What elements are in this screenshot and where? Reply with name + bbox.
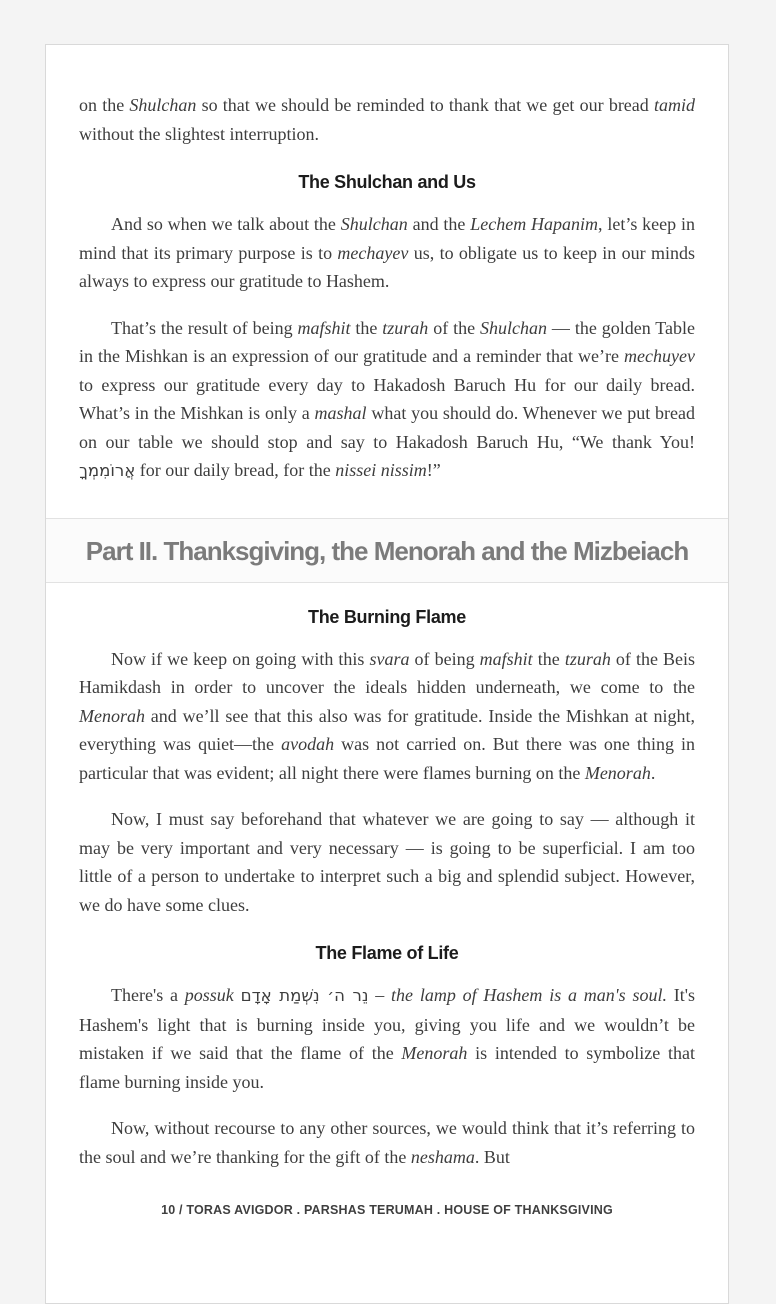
italic-term: mechuyev (624, 346, 695, 366)
italic-term: mafshit (479, 648, 533, 669)
italic-term: Shulchan (129, 95, 197, 115)
hebrew-phrase: אֲרוֹמִמְךָ (79, 461, 136, 480)
section-heading: The Burning Flame (308, 606, 466, 627)
part-heading: Part II. Thanksgiving, the Menorah and the Mizbeiach (85, 535, 689, 566)
italic-term: svara (369, 648, 410, 669)
italic-term: nissei nissim (335, 460, 427, 480)
page-content (46, 45, 728, 1171)
italic-term: the lamp of Hashem is a man's soul. (391, 985, 667, 1005)
section-heading: The Flame of Life (315, 943, 459, 963)
italic-term: tamid (653, 95, 695, 115)
italic-term: Menorah (79, 705, 145, 726)
paragraph: on the Shulchan so that we should be reminded to thank that we get our bread tamid without the slightest interruption. (79, 95, 695, 144)
italic-term: Shulchan (340, 214, 408, 234)
paragraph: And so when we talk about the Shulchan and the Lechem Hapanim, let’s keep in mind that its primary purpose is to mechayev us, to obligate us to keep in our minds always to express our gratitude to Hashem. (79, 214, 695, 291)
italic-term: avodah (281, 734, 335, 754)
italic-term: possuk (184, 985, 234, 1005)
document-page (45, 44, 729, 1304)
italic-term: mechayev (337, 242, 409, 263)
paragraph: Now, I must say beforehand that whatever we are going to say — although it may be very important and very necessary — is going to be superficial. I am too little of a person to undertake to interpret such a big and splendid subject. However, we do have some clues. (79, 809, 695, 915)
section-heading: The Shulchan and Us (298, 172, 476, 192)
italic-term: tzurah (564, 648, 611, 669)
hebrew-phrase: נֵר ה׳ נִשְׁמַת אָדָם (240, 986, 369, 1005)
paragraph: Now, without recourse to any other sources, we would think that it’s referring to the soul and we’re thanking for the gift of the neshama. But (79, 1118, 695, 1167)
italic-term: tzurah (382, 317, 429, 338)
italic-term: Shulchan (480, 317, 548, 338)
paragraph: Now if we keep on going with this svara of being mafshit the tzurah of the Beis Hamikdash in order to uncover the ideals hidden underneath, we come to the Menorah and we’ll see that this also was for gratitude. Inside the Mishkan at night, everything was quiet—the avodah was not carried on. But there was one thing in particular that was evident; all night there were flames burning on the Menorah. (79, 648, 696, 783)
paragraph: There's a possuk נֵר ה׳ נִשְׁמַת אָדָם – the lamp of Hashem is a man's soul. It's Hashem's light that is burning inside you, giving you life and we wouldn’t be mistaken if we said that the flame of the Menorah is intended to symbolize that flame burning inside you. (79, 985, 696, 1092)
italic-term: mafshit (297, 317, 351, 338)
italic-term: neshama (410, 1146, 475, 1167)
italic-term: Menorah (584, 762, 651, 783)
italic-term: mashal (314, 403, 367, 423)
italic-term: Menorah (401, 1043, 468, 1063)
part-heading-band (46, 518, 728, 583)
page-footer: 10 / TORAS AVIGDOR . PARSHAS TERUMAH . HOUSE OF THANKSGIVING (161, 1203, 613, 1217)
italic-term: Lechem Hapanim (470, 214, 599, 234)
paragraph: That’s the result of being mafshit the tzurah of the Shulchan — the golden Table in the Mishkan is an expression of our gratitude and a reminder that we’re mechuyev to express our gratitude every day to Hakadosh Baruch Hu for our daily bread. What’s in the Mishkan is only a mashal what you should do. Whenever we put bread on our table we should stop and say to Hakadosh Baruch Hu, “We thank You! אֲרוֹמִמְךָ for our daily bread, for the nissei nissim!” (79, 317, 696, 480)
